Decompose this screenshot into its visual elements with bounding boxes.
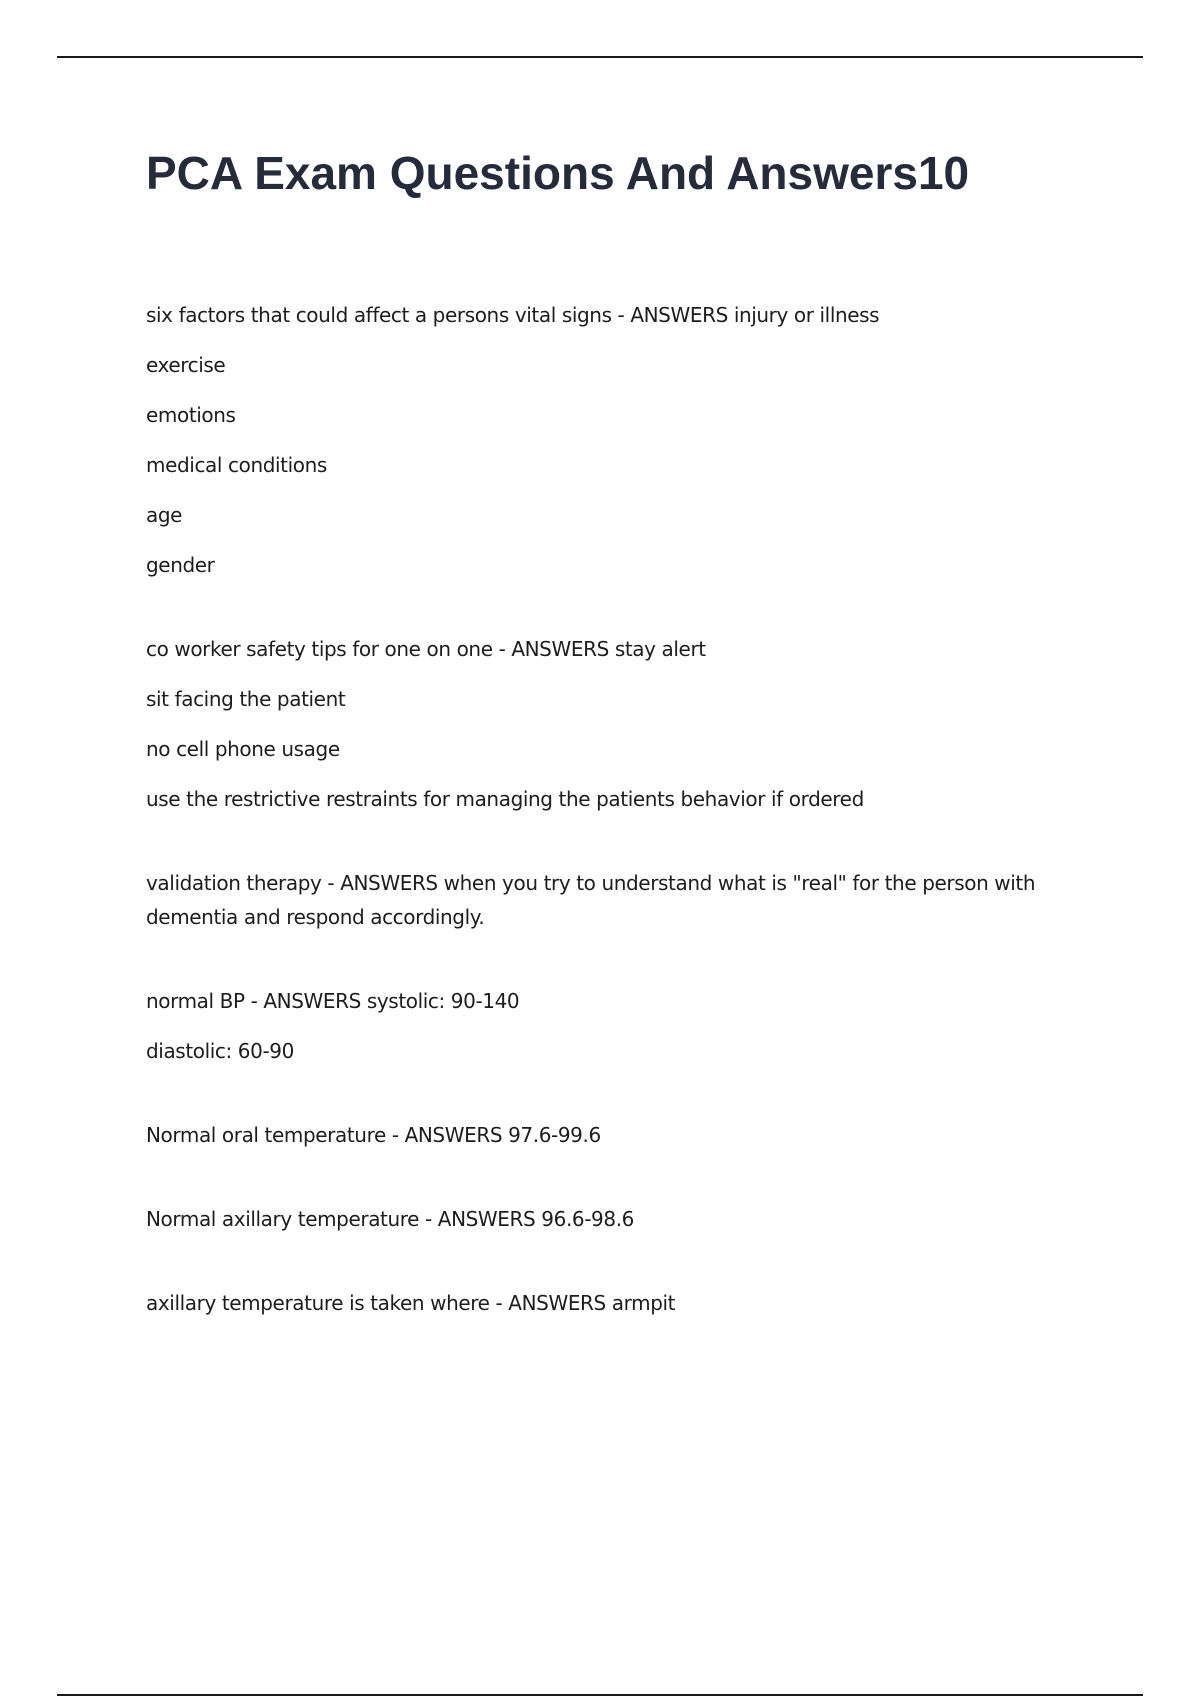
qa-coworker-safety — [146, 632, 1086, 816]
qa-oral-temperature — [146, 1118, 1086, 1152]
qa-answer-line: exercise — [146, 353, 226, 377]
qa-answer-line: medical conditions — [146, 453, 327, 477]
qa-axillary-temperature — [146, 1202, 1086, 1236]
qa-question-line: axillary temperature is taken where - ANSWERS armpit — [146, 1291, 676, 1315]
qa-paragraph: validation therapy - ANSWERS when you try to understand what is "real" for the person with dementia and respond accordingly. — [146, 871, 1036, 929]
qa-question-line: Normal oral temperature - ANSWERS 97.6-99.6 — [146, 1123, 601, 1147]
qa-answer-line: use the restrictive restraints for managing the patients behavior if ordered — [146, 787, 864, 811]
qa-answer-line: diastolic: 60-90 — [146, 1039, 294, 1063]
bottom-rule — [57, 1694, 1143, 1696]
qa-answer-line: age — [146, 503, 183, 527]
document-title: PCA Exam Questions And Answers10 — [146, 147, 970, 199]
qa-question-line: normal BP - ANSWERS systolic: 90-140 — [146, 989, 520, 1013]
qa-answer-line: sit facing the patient — [146, 687, 346, 711]
qa-question-line: six factors that could affect a persons vital signs - ANSWERS injury or illness — [146, 303, 880, 327]
qa-answer-line: gender — [146, 553, 215, 577]
qa-answer-line: emotions — [146, 403, 236, 427]
qa-normal-bp — [146, 984, 1086, 1068]
qa-validation-therapy — [146, 866, 1086, 934]
qa-question-line: co worker safety tips for one on one - ANSWERS stay alert — [146, 637, 706, 661]
document-body — [146, 298, 1086, 1370]
qa-answer-line: no cell phone usage — [146, 737, 340, 761]
qa-axillary-location — [146, 1286, 1086, 1320]
top-rule — [57, 56, 1143, 58]
qa-question-line: Normal axillary temperature - ANSWERS 96.6-98.6 — [146, 1207, 634, 1231]
qa-vital-signs-factors — [146, 298, 1086, 582]
